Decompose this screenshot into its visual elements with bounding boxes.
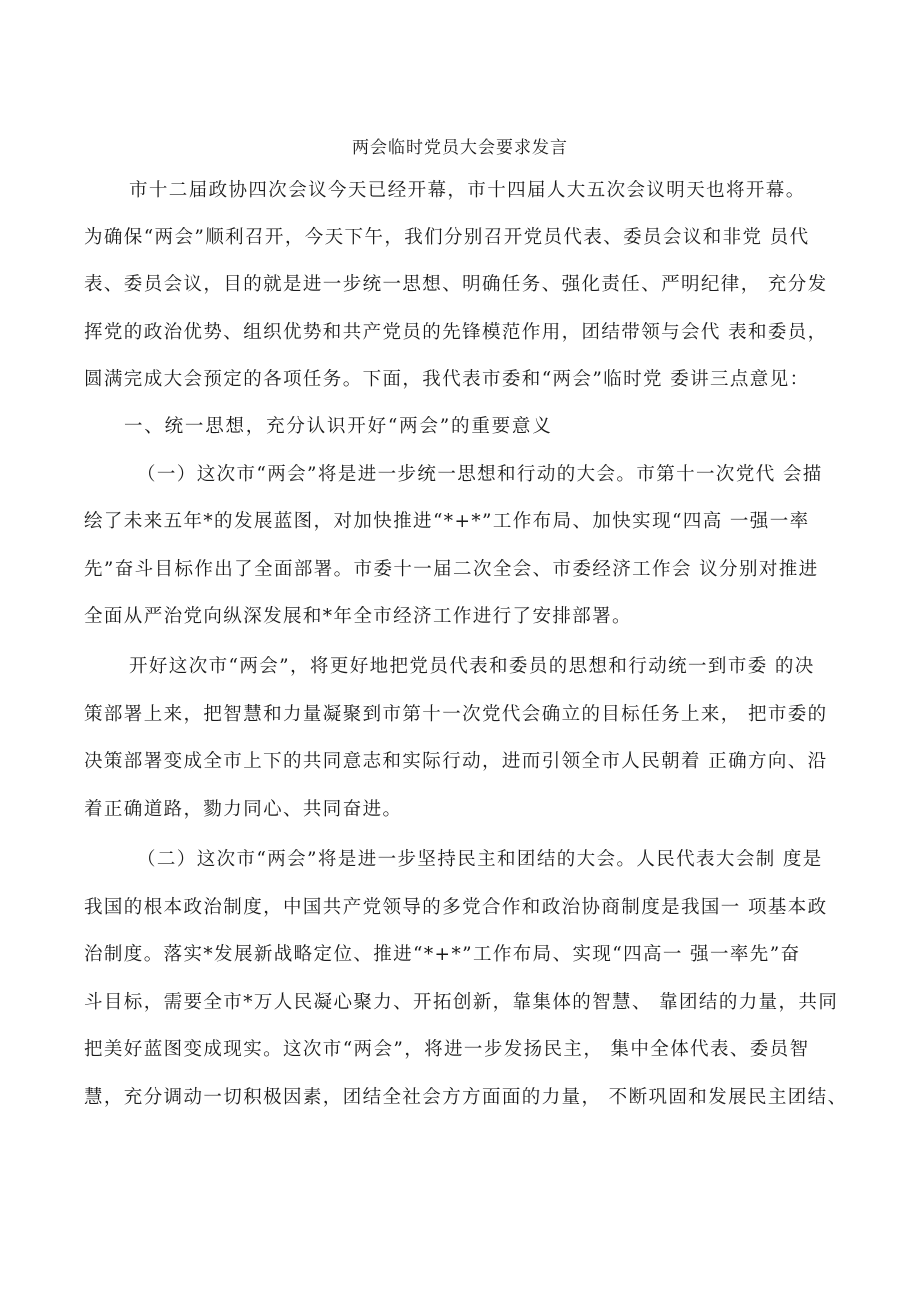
paragraph-line: 绘了未来五年*的发展蓝图，对加快推进“*+*”工作布局、加快实现“四高 一强一率: [84, 511, 810, 532]
paragraph-line: 决策部署变成全市上下的共同意志和实际行动，进而引领全市人民朝着 正确方向、沿: [84, 751, 828, 772]
paragraph-line: 先”奋斗目标作出了全面部署。市委十一届二次全会、市委经济工作会 议分别对推进: [84, 559, 819, 580]
document-title: 两会临时党员大会要求发言: [352, 138, 568, 158]
paragraph-line: 斗目标，需要全市*万人民凝心聚力、开拓创新，靠集体的智慧、 靠团结的力量，共同: [84, 992, 839, 1013]
paragraph-line: 慧，充分调动一切积极因素，团结全社会方方面面的力量， 不断巩固和发展民主团结、: [84, 1087, 848, 1108]
paragraph-line: 表、委员会议，目的就是进一步统一思想、明确任务、强化责任、严明纪律， 充分发: [84, 274, 828, 295]
paragraph-line: 策部署上来，把智慧和力量凝聚到市第十一次党代会确立的目标任务上来， 把市委的: [84, 704, 828, 725]
paragraph-line: 把美好蓝图变成现实。这次市“两会”，将进一步发扬民主， 集中全体代表、委员智: [84, 1039, 810, 1060]
paragraph-line: 市十二届政协四次会议今天已经开幕，市十四届人大五次会议明天也将开幕。: [129, 180, 806, 201]
paragraph-line: 着正确道路，勠力同心、共同奋进。: [84, 799, 403, 820]
paragraph-line: 治制度。落实*发展新战略定位、推进“*+*”工作布局、实现“四高一 强一率先”奋: [84, 944, 801, 965]
paragraph-line: 为确保“两会”顺利召开，今天下午，我们分别召开党员代表、委员会议和非党 员代: [84, 227, 810, 248]
paragraph-line: （一）这次市“两会”将是进一步统一思想和行动的大会。市第十一次党代 会描: [137, 464, 823, 485]
paragraph-line: 全面从严治党向纵深发展和*年全市经济工作进行了安排部署。: [84, 606, 632, 627]
paragraph-line: 挥党的政治优势、组织优势和共产党员的先锋模范作用，团结带领与会代 表和委员，: [84, 322, 828, 343]
paragraph-line: （二）这次市“两会”将是进一步坚持民主和团结的大会。人民代表大会制 度是: [137, 849, 823, 870]
paragraph-line: 开好这次市“两会”，将更好地把党员代表和委员的思想和行动统一到市委 的决: [129, 656, 815, 677]
paragraph-line: 我国的根本政治制度，中国共产党领导的多党合作和政治协商制度是我国一 项基本政: [84, 897, 828, 918]
section-heading: 一、统一思想，充分认识开好“两会”的重要意义: [124, 416, 553, 437]
paragraph-line: 圆满完成大会预定的各项任务。下面，我代表市委和“两会”临时党 委讲三点意见：: [84, 369, 810, 390]
